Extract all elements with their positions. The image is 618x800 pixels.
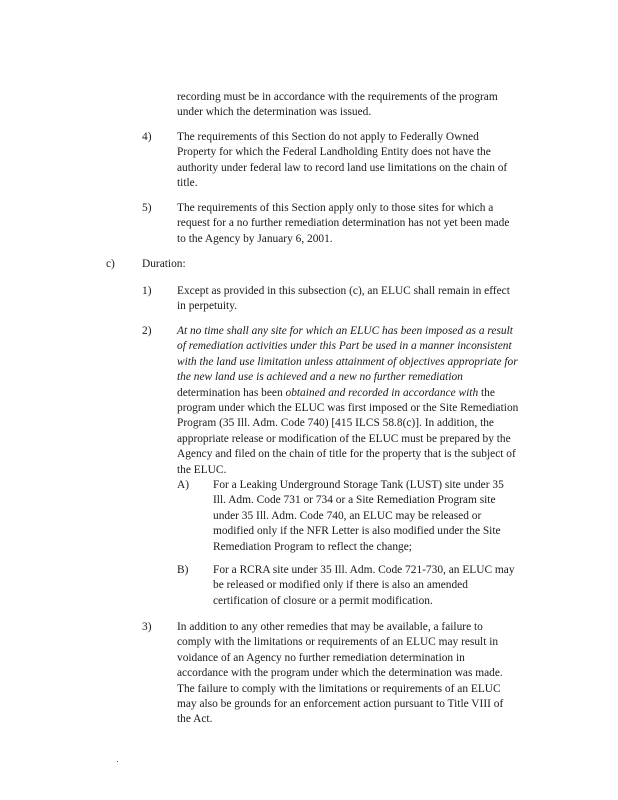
text-line: the ELUC. <box>177 463 227 476</box>
text-line: voidance of an Agency no further remediation determination in <box>177 651 465 664</box>
text-line: Agency and filed on the chain of title for the property that is the subject of <box>177 448 516 461</box>
text-line: The requirements of this Section apply only to those sites for which a <box>177 202 494 214</box>
text-run: the <box>478 386 495 399</box>
item-4-paragraph <box>177 130 507 192</box>
italic-run: obtained and recorded in accordance with <box>285 386 479 399</box>
c2b-label: B) <box>177 564 189 576</box>
c1-label: 1) <box>142 285 152 297</box>
scan-speck <box>117 761 118 762</box>
text-line: For a RCRA site under 35 Ill. Adm. Code 721-730, an ELUC may <box>213 564 515 576</box>
c3-label: 3) <box>142 621 152 633</box>
section-c-heading: Duration: <box>142 258 186 270</box>
text-line: authority under federal law to record land use limitations on the chain of <box>177 161 508 174</box>
italic-line: the new land use is achieved and a new no further remediation <box>177 371 463 384</box>
text-line: In addition to any other remedies that may be available, a failure to <box>177 621 483 633</box>
c2a-label: A) <box>177 479 190 491</box>
text-line: title. <box>177 177 198 190</box>
mixed-line <box>177 386 518 401</box>
text-line: in perpetuity. <box>177 300 237 313</box>
c2a-paragraph <box>213 478 504 555</box>
text-line: may also be grounds for an enforcement action pursuant to Title VIII of <box>177 698 504 711</box>
item-5-label: 5) <box>142 202 152 214</box>
italic-line: At no time shall any site for which an ELUC has been imposed as a result <box>177 325 513 337</box>
text-line: Program (35 Ill. Adm. Code 740) [415 ILCS 58.8(c)]. In addition, the <box>177 417 494 430</box>
text-line: Ill. Adm. Code 731 or 734 or a Site Remediation Program site <box>213 494 496 507</box>
c2-label: 2) <box>142 325 152 337</box>
italic-line: with the land use limitation unless attainment of objectives appropriate for <box>177 355 518 368</box>
text-line: accordance with the program under which the determination was made. <box>177 667 503 680</box>
text-line: under which the determination was issued. <box>177 106 372 119</box>
text-line: to the Agency by January 6, 2001. <box>177 232 333 245</box>
text-line: under 35 Ill. Adm. Code 740, an ELUC may be released or <box>213 509 482 522</box>
text-line: comply with the limitations or requirements of an ELUC may result in <box>177 636 499 649</box>
italic-line: of remediation activities under this Part be used in a manner inconsistent <box>177 340 512 353</box>
c2-paragraph <box>177 324 518 478</box>
text-line: For a Leaking Underground Storage Tank (LUST) site under 35 <box>213 479 504 491</box>
text-line: Remediation Program to reflect the change; <box>213 540 412 553</box>
c2b-paragraph <box>213 563 515 609</box>
text-line: recording must be in accordance with the requirements of the program <box>177 91 498 103</box>
text-run: determination has been <box>177 386 286 399</box>
item-5-paragraph <box>177 201 509 247</box>
text-line: the Act. <box>177 713 213 726</box>
section-c-label: c) <box>106 258 115 270</box>
text-line: request for a no further remediation determination has not yet been made <box>177 217 510 230</box>
c1-paragraph <box>177 284 510 315</box>
text-line: modified only if the NFR Letter is also modified under the Site <box>213 525 501 538</box>
text-line: program under which the ELUC was first imposed or the Site Remediation <box>177 402 519 415</box>
intro-paragraph <box>177 90 498 121</box>
text-line: Except as provided in this subsection (c), an ELUC shall remain in effect <box>177 285 510 297</box>
c3-paragraph <box>177 620 503 728</box>
text-line: The failure to comply with the limitations or requirements of an ELUC <box>177 682 501 695</box>
text-line: The requirements of this Section do not apply to Federally Owned <box>177 131 479 143</box>
text-line: be released or modified only if there is also an amended <box>213 579 468 592</box>
text-line: appropriate release or modification of the ELUC must be prepared by the <box>177 432 511 445</box>
text-line: Property for which the Federal Landholding Entity does not have the <box>177 146 491 159</box>
text-line: certification of closure or a permit modification. <box>213 594 433 607</box>
item-4-label: 4) <box>142 131 152 143</box>
